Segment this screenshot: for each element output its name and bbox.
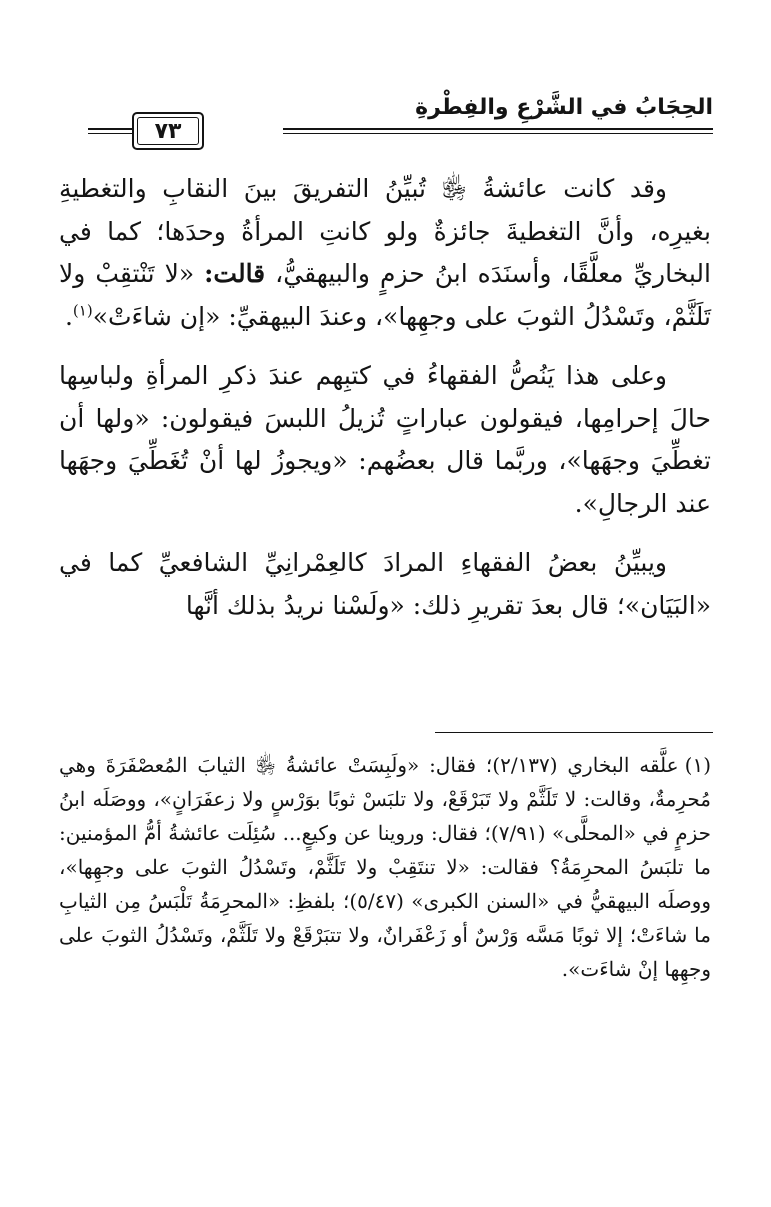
paragraph-1-end: . xyxy=(64,301,73,331)
paragraph-3: ويبيِّنُ بعضُ الفقهاءِ المرادَ كالعِمْرانِيِّ الشافعيِّ كما في «البَيَان»؛ قال بعدَ تقريرِ ذلك: «ولَسْنا نريدُ بذلك أنَّها xyxy=(59,548,711,620)
footnote-number: (١) xyxy=(684,753,711,777)
page-number: ٧٣ xyxy=(154,118,182,144)
footnote-separator xyxy=(435,732,713,733)
footnotes xyxy=(59,748,711,986)
paragraph-1 xyxy=(59,168,711,338)
main-text xyxy=(59,168,711,644)
footnote-text: علَّقه البخاري (٢/١٣٧)؛ فقال: «ولَبِسَتْ عائشةُ ﵂ الثيابَ المُعصْفَرَةَ وهي مُحرِمةٌ، وقالت: لا تَلَثَّمْ ولا تَبَرْقَعْ، ولا تلبَسْ ثوبًا بوَرْسٍ ولا زعفَرَانٍ»، ووصَلَه ابنُ حزمٍ في «المحلَّى» (٧/٩١)؛ فقال: وروينا عن وكيعٍ... سُئِلَت عائشةُ أمُّ المؤمنين: ما تلبَسُ المحرِمَةُ؟ فقالت: «لا تنتَقِبْ ولا تَلَثَّمْ، وتَسْدُلُ الثوبَ على وجهِها»، ووصلَه البيهقيُّ في «السنن الكبرى» (٥/٤٧)؛ بلفظِ: «المحرِمَةُ تَلْبَسُ مِن الثيابِ ما شاءَتْ؛ إلا ثوبًا مَسَّه وَرْسٌ أو زَعْفَرانٌ، ولا تتبَرْقَعْ ولا تَلَثَّمْ، وتَسْدُلُ الثوبَ على وجهِها إنْ شاءَت». xyxy=(59,753,712,981)
footnote-item xyxy=(59,748,711,986)
said-keyword: قالت: xyxy=(204,259,266,288)
paragraph-1-text: وقد كانت عائشةُ ﵂ تُبيِّنُ التفريقَ بينَ النقابِ والتغطيةِ بغيرِه، وأنَّ التغطيةَ جائزةٌ ولو كانتِ المرأةُ وحدَها؛ كما في البخاريِّ معلَّقًا، وأسنَدَه ابنُ حزمٍ والبيهقيُّ، xyxy=(59,174,711,288)
footnote-reference[interactable]: (١) xyxy=(72,301,93,320)
paragraph-1-quote: «لا تَنْتقِبْ ولا تَلَثَّمْ، وتَسْدُلُ الثوبَ على وجهِها»، وعندَ البيهقيِّ: «إن شاءَتْ» xyxy=(59,259,711,331)
header-rule-short xyxy=(88,128,132,134)
header-rule xyxy=(283,128,713,134)
page-number-frame xyxy=(132,112,204,150)
paragraph-2: وعلى هذا يَنُصُّ الفقهاءُ في كتبِهم عندَ ذكرِ المرأةِ ولباسِها حالَ إحرامِها، فيقولون عباراتٍ تُزيلُ اللبسَ فيقولون: «ولها أن تغطِّيَ وجهَها»، وربَّما قال بعضُهم: «ويجوزُ لها أنْ تُغَطِّيَ وجهَها عند الرجالِ». xyxy=(59,361,711,518)
running-title: الحِجَابُ في الشَّرْعِ والفِطْرةِ xyxy=(415,95,713,120)
